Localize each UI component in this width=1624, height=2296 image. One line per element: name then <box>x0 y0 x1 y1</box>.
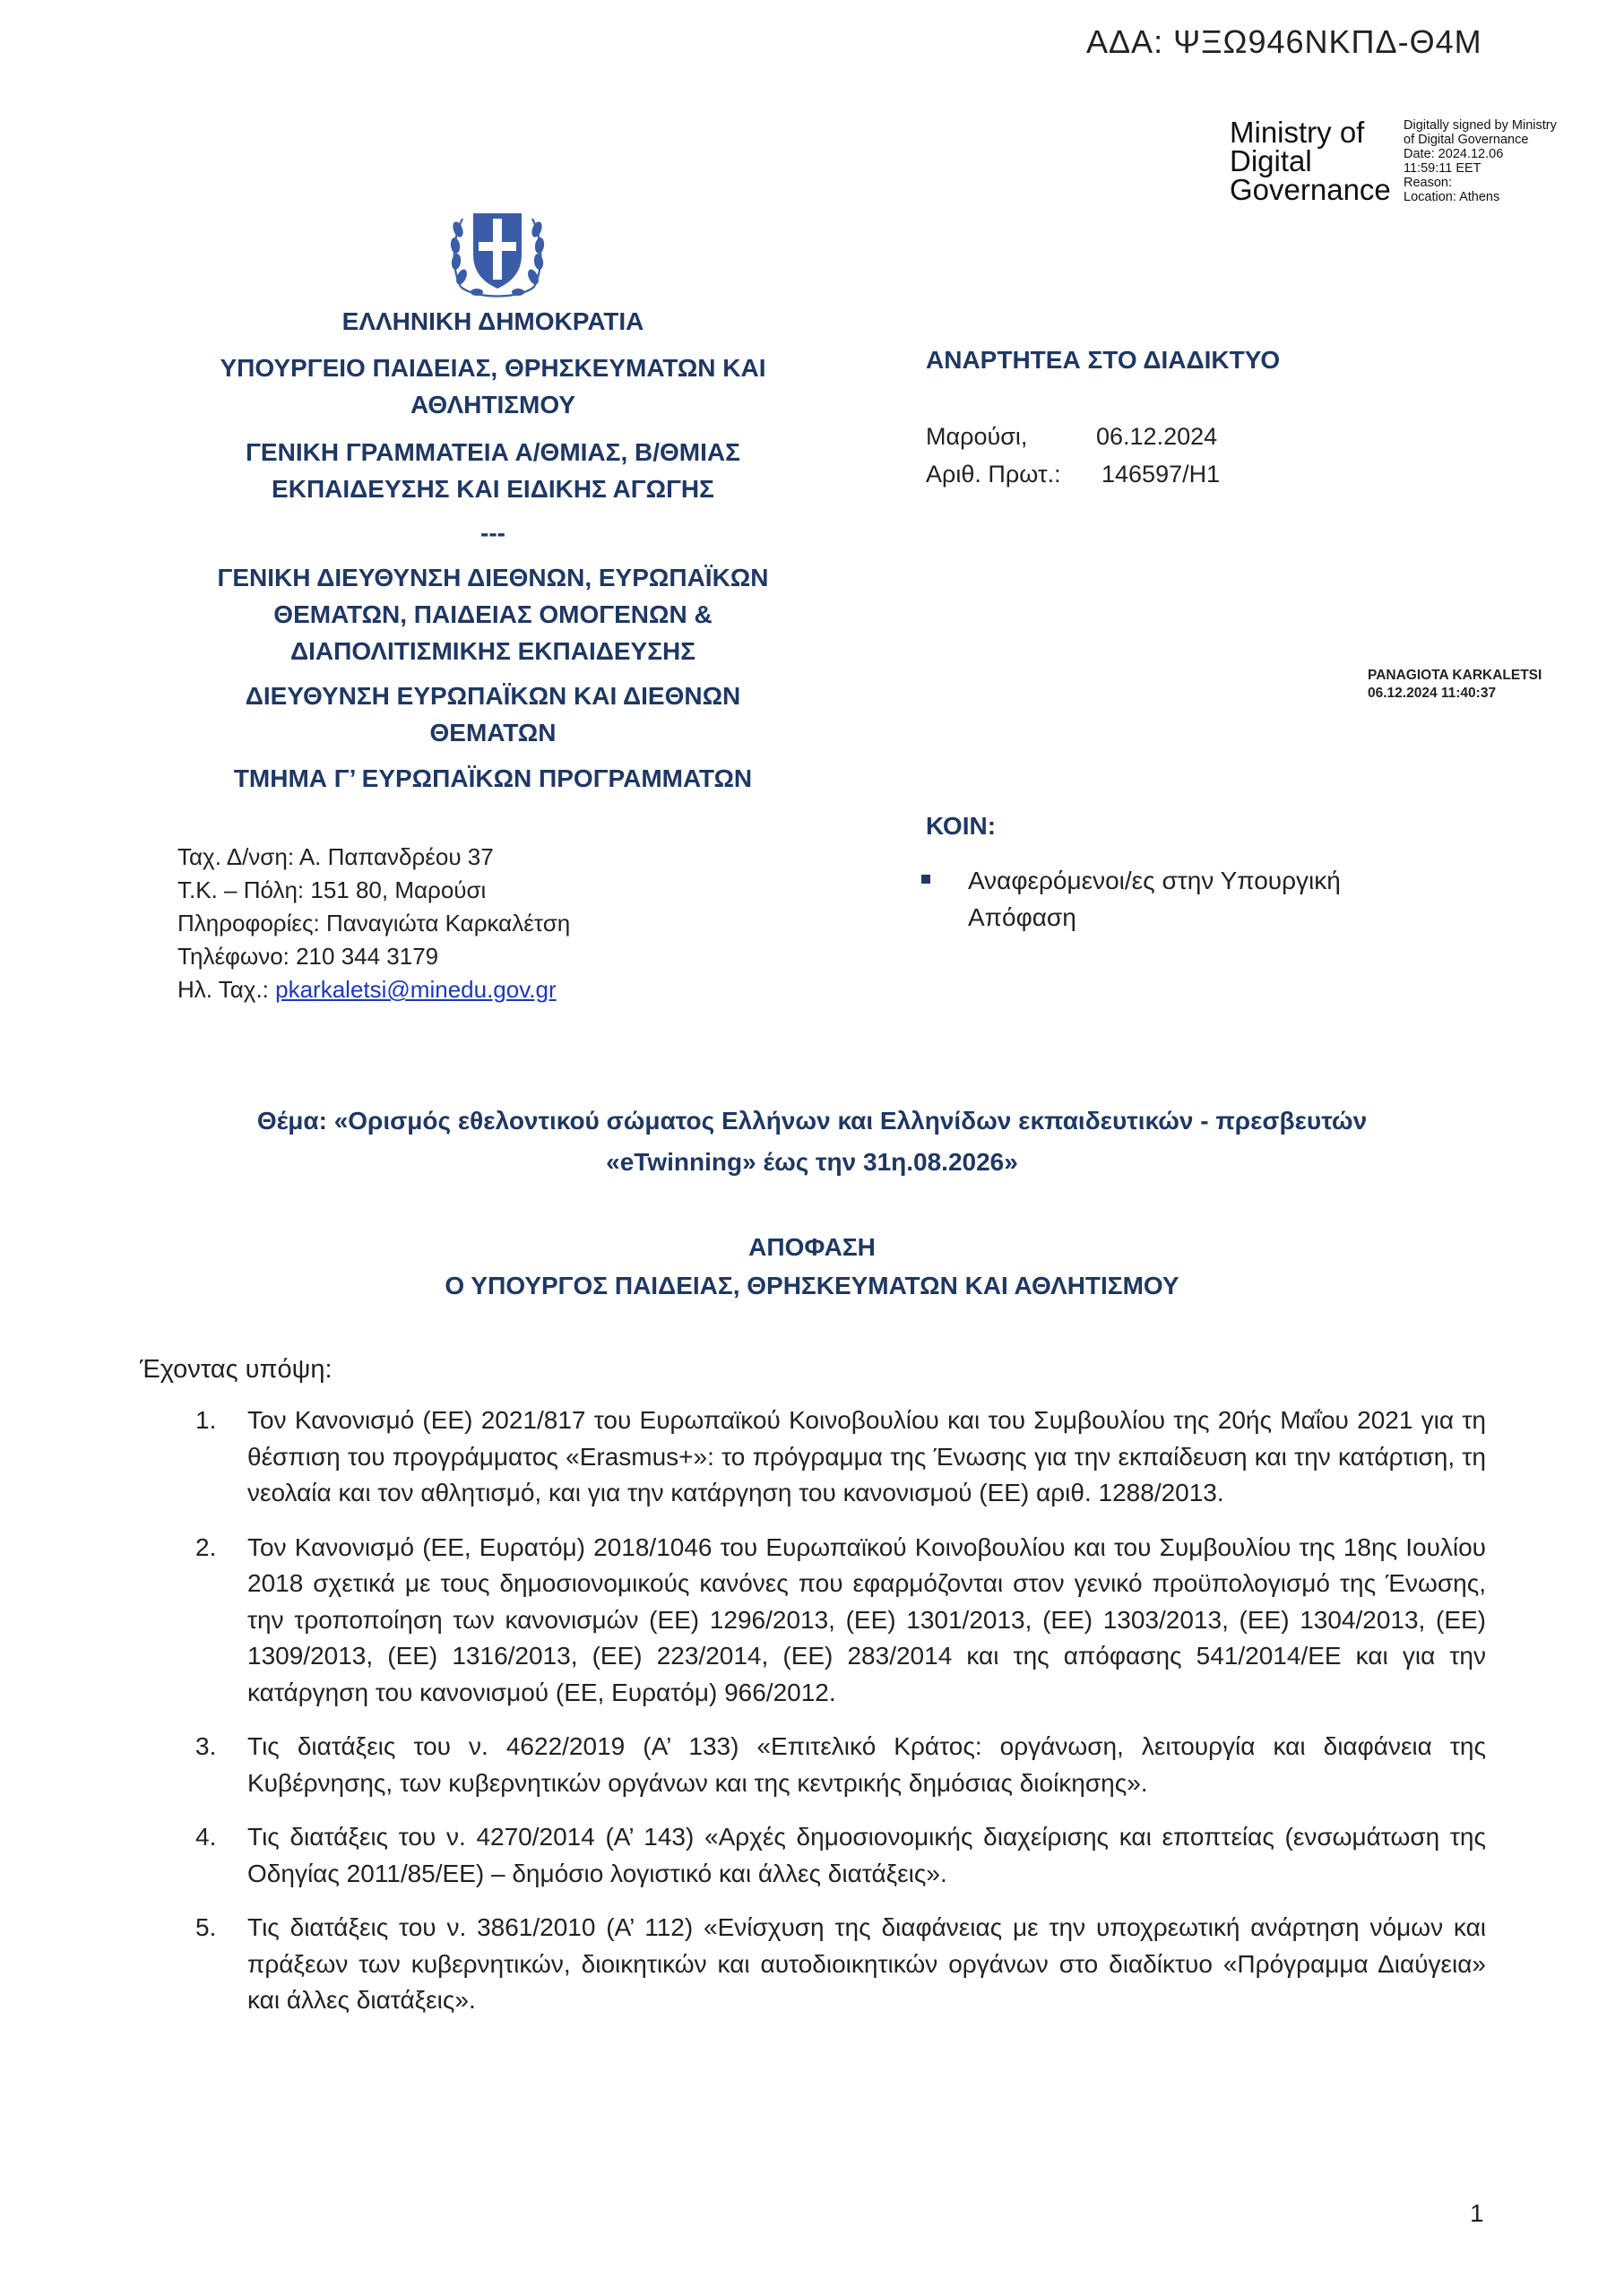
consideration-item <box>195 1530 1486 1712</box>
decision-minister: Ο ΥΠΟΥΡΓΟΣ ΠΑΙΔΕΙΑΣ, ΘΡΗΣΚΕΥΜΑΤΩΝ ΚΑΙ ΑΘΛΗΤΙΣΜΟΥ <box>445 1272 1179 1299</box>
signature-detail-line: Reason: <box>1404 176 1453 190</box>
subject-line: «eTwinning» έως την 31η.08.2026» <box>606 1148 1018 1176</box>
koin-list-item <box>921 862 1423 936</box>
protocol-number: 146597/Η1 <box>1101 461 1221 488</box>
considerations-list <box>195 1403 1486 2037</box>
signature-detail-line: Date: 2024.12.06 <box>1404 147 1504 161</box>
contact-email-row <box>177 973 570 1006</box>
consideration-item <box>195 1910 1486 2019</box>
item-number: 1. <box>195 1406 217 1434</box>
item-text: Τις διατάξεις του ν. 4622/2019 (Α’ 133) «Επιτελικό Κράτος: οργάνωση, λειτουργία και διαφάνεια της Κυβέρνησης, των κυβερνητικών οργάνων και της κεντρικής δημόσιας διοίκησης». <box>247 1732 1486 1797</box>
signature-detail-line: Digitally signed by Ministry <box>1404 118 1557 133</box>
item-number: 5. <box>195 1913 217 1941</box>
general-directorate-name <box>179 559 807 669</box>
general-directorate-line: ΓΕΝΙΚΗ ΔΙΕΥΘΥΝΣΗ ΔΙΕΘΝΩΝ, ΕΥΡΩΠΑΪΚΩΝ <box>217 564 769 591</box>
secretariat-line: ΓΕΝΙΚΗ ΓΡΑΜΜΑΤΕΙΑ Α/ΘΜΙΑΣ, Β/ΘΜΙΑΣ <box>246 438 740 466</box>
place-date-row <box>926 418 1220 455</box>
signer-name: PANAGIOTA KARKALETSI <box>1368 668 1542 683</box>
department-name: ΤΜΗΜΑ Γ’ ΕΥΡΩΠΑΪΚΩΝ ΠΡΟΓΡΑΜΜΑΤΩΝ <box>233 764 753 792</box>
signature-detail-line: 11:59:11 EET <box>1404 161 1481 176</box>
item-text: Τον Κανονισμό (ΕΕ, Ευρατόμ) 2018/1046 του Ευρωπαϊκού Κοινοβουλίου και του Συμβουλίου της 18ης Ιουλίου 2018 σχετικά με τους δημοσιονομικούς κανόνες που εφαρμόζονται στον γενικό προϋπολογισμό της Ένωσης, την τροποποίηση των κανονισμών (ΕΕ) 1296/2013, (ΕΕ) 1301/2013, (ΕΕ) 1303/2013, (ΕΕ) 1304/2013, (ΕΕ) 1309/2013, (ΕΕ) 1316/2013, (ΕΕ) 223/2014, (ΕΕ) 283/2014 και της απόφασης 541/2014/ΕΕ και για την κατάργηση του κανονισμού (ΕΕ, Ευρατόμ) 966/2012. <box>247 1532 1486 1706</box>
koin-label: ΚΟΙΝ: <box>926 812 997 840</box>
item-text: Τις διατάξεις του ν. 4270/2014 (Α’ 143) «Αρχές δημοσιονομικής διαχείρισης και εποπτείας (ενσωμάτωση της Οδηγίας 2011/85/ΕΕ) – δημόσιο λογιστικό και άλλες διατάξεις». <box>247 1823 1486 1887</box>
square-bullet-icon <box>921 875 930 884</box>
given-heading: Έχοντας υπόψη: <box>140 1355 333 1384</box>
secretariat-name <box>179 434 807 507</box>
place-date-block <box>926 418 1220 493</box>
item-number: 4. <box>195 1823 217 1851</box>
protocol-label: Αριθ. Πρωτ.: <box>926 461 1061 488</box>
item-number: 3. <box>195 1732 217 1760</box>
ministry-name <box>179 350 807 423</box>
item-text: Τις διατάξεις του ν. 3861/2010 (Α’ 112) «Ενίσχυση της διαφάνειας με την υποχρεωτική ανάρτηση νόμων και πράξεων των κυβερνητικών, διοικητικών και αυτοδιοικητικών οργάνων στο διαδίκτυο «Πρόγραμμα Διαύγεια» και άλλες διατάξεις». <box>247 1913 1486 2014</box>
general-directorate-line: ΔΙΑΠΟΛΙΤΙΣΜΙΚΗΣ ΕΚΠΑΙΔΕΥΣΗΣ <box>289 637 696 665</box>
consideration-item <box>195 1729 1486 1801</box>
document-date: 06.12.2024 <box>1096 423 1218 450</box>
consideration-item <box>195 1819 1486 1892</box>
consideration-item <box>195 1403 1486 1512</box>
post-online-label: ΑΝΑΡΤΗΤΕΑ ΣΤΟ ΔΙΑΔΙΚΤΥΟ <box>926 346 1281 374</box>
ada-code: ΑΔΑ: ΨΞΩ946ΝΚΠΔ-Θ4Μ <box>1086 23 1482 60</box>
contact-email-link[interactable]: pkarkaletsi@minedu.gov.gr <box>275 976 557 1003</box>
signature-org-line: Digital <box>1230 144 1312 177</box>
header-separator: --- <box>480 519 505 547</box>
koin-item-text: Αναφερόμενοι/ες στην Υπουργική Απόφαση <box>968 867 1341 931</box>
ministry-line: ΑΘΛΗΤΙΣΜΟΥ <box>410 391 576 419</box>
contact-info: Πληροφορίες: Παναγιώτα Καρκαλέτση <box>177 910 571 937</box>
document-subject <box>143 1101 1481 1183</box>
signature-detail-line: of Digital Governance <box>1404 133 1529 147</box>
republic-title: ΕΛΛΗΝΙΚΗ ΔΗΜΟΚΡΑΤΙΑ <box>341 307 644 335</box>
signature-organization <box>1230 118 1391 204</box>
contact-address: Ταχ. Δ/νση: Α. Παπανδρέου 37 <box>177 843 494 870</box>
contact-block <box>177 841 570 1006</box>
decision-heading <box>143 1228 1481 1305</box>
general-directorate-line: ΘΕΜΑΤΩΝ, ΠΑΙΔΕΙΑΣ ΟΜΟΓΕΝΩΝ & <box>273 600 713 628</box>
signer-stamp <box>1368 667 1542 703</box>
signature-org-line: Ministry of <box>1230 116 1365 149</box>
item-number: 2. <box>195 1532 217 1561</box>
protocol-row <box>926 455 1220 493</box>
page-number: 1 <box>1470 2199 1484 2227</box>
directorate-name <box>179 678 807 751</box>
ministry-line: ΥΠΟΥΡΓΕΙΟ ΠΑΙΔΕΙΑΣ, ΘΡΗΣΚΕΥΜΑΤΩΝ ΚΑΙ <box>220 354 766 382</box>
signature-detail-line: Location: Athens <box>1404 190 1500 204</box>
contact-postal: Τ.Κ. – Πόλη: 151 80, Μαρούσι <box>177 876 487 903</box>
signature-details <box>1404 118 1610 204</box>
signature-org-line: Governance <box>1230 173 1391 206</box>
place-label: Μαρούσι, <box>926 423 1028 450</box>
contact-phone: Τηλέφωνο: 210 344 3179 <box>177 943 439 970</box>
directorate-line: ΘΕΜΑΤΩΝ <box>429 719 557 747</box>
signer-datetime: 06.12.2024 11:40:37 <box>1368 686 1497 701</box>
directorate-line: ΔΙΕΥΘΥΝΣΗ ΕΥΡΩΠΑΪΚΩΝ ΚΑΙ ΔΙΕΘΝΩΝ <box>245 682 741 710</box>
greek-coat-of-arms-icon <box>448 199 547 306</box>
subject-line: Θέμα: «Ορισμός εθελοντικού σώματος Ελλήνων και Ελληνίδων εκπαιδευτικών - πρεσβευτών <box>256 1107 1368 1135</box>
contact-email-label: Ηλ. Ταχ.: <box>177 976 276 1003</box>
secretariat-line: ΕΚΠΑΙΔΕΥΣΗΣ ΚΑΙ ΕΙΔΙΚΗΣ ΑΓΩΓΗΣ <box>272 475 714 503</box>
decision-title: ΑΠΟΦΑΣΗ <box>748 1233 876 1261</box>
item-text: Τον Κανονισμό (ΕΕ) 2021/817 του Ευρωπαϊκού Κοινοβουλίου και του Συμβουλίου της 20ής Μαΐου 2021 για τη θέσπιση του προγράμματος «Erasmus+»: το πρόγραμμα της Ένωσης για την εκπαίδευση και την κατάρτιση, τη νεολαία και τον αθλητισμό, και για την κατάργηση του κανονισμού (ΕΕ) αριθ. 1288/2013. <box>247 1406 1486 1506</box>
